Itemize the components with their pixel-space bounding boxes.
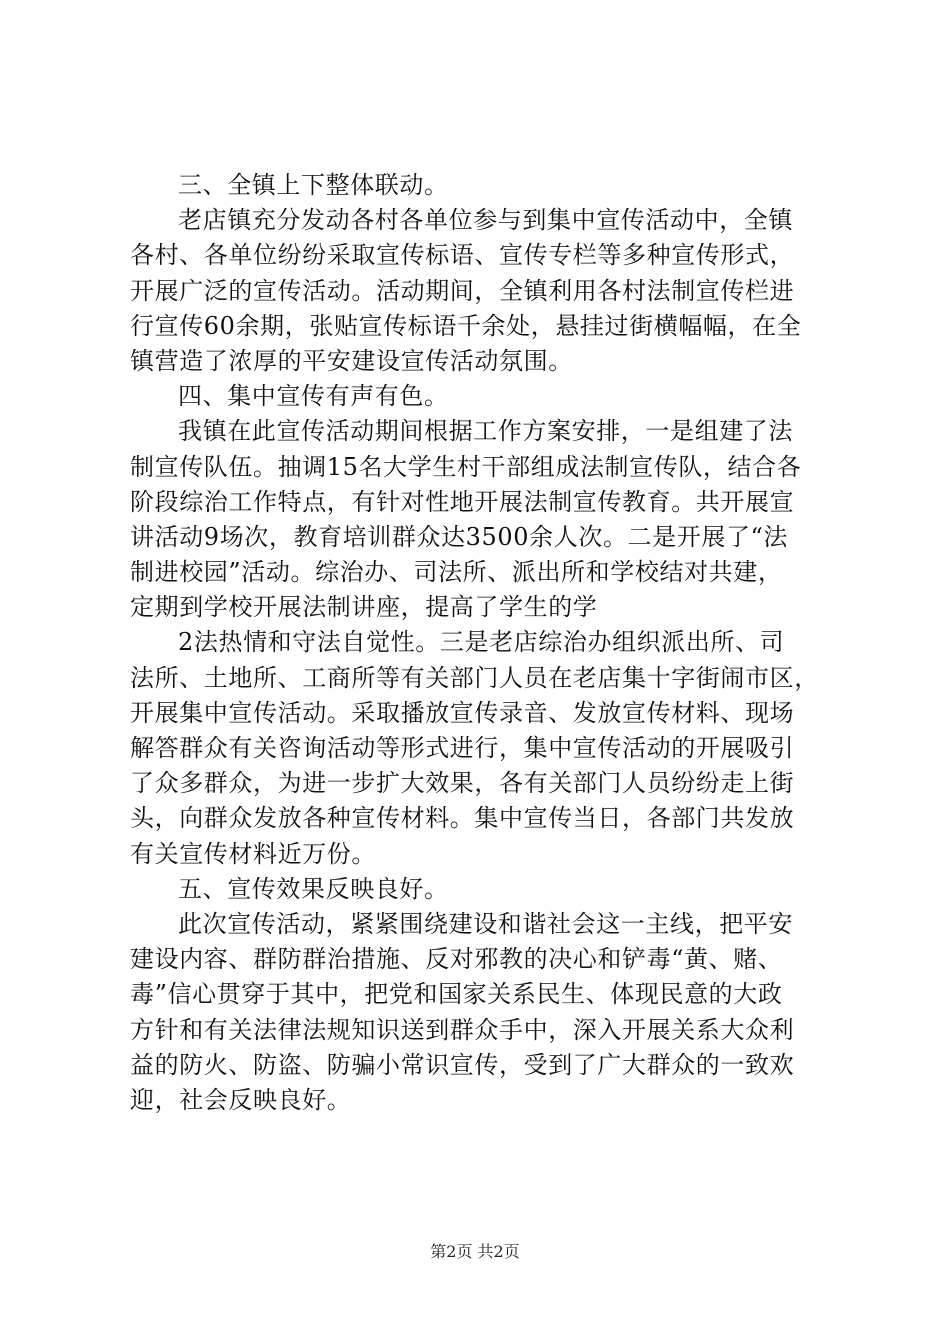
paragraph-line: 头，向群众发放各种宣传材料。集中宣传当日，各部门共发放 bbox=[130, 804, 795, 833]
paragraph-line: 开展集中宣传活动。采取播放宣传录音、发放宣传材料、现场 bbox=[130, 698, 795, 727]
paragraph-line: 迎，社会反映良好。 bbox=[130, 1085, 352, 1114]
paragraph-line: 老店镇充分发动各村各单位参与到集中宣传活动中，全镇 bbox=[178, 206, 793, 235]
paragraph-line: 定期到学校开展法制讲座，提高了学生的学 bbox=[130, 593, 598, 622]
paragraph-line: 制宣传队伍。抽调15名大学生村干部组成法制宣传队，结合各 bbox=[130, 452, 802, 481]
document-body bbox=[130, 168, 850, 1118]
paragraph-line: 了众多群众，为进一步扩大效果，各有关部门人员纷纷走上街 bbox=[130, 769, 795, 798]
section-heading-3: 三、全镇上下整体联动。 bbox=[178, 171, 449, 199]
paragraph-line: 我镇在此宣传活动期间根据工作方案安排，一是组建了法 bbox=[178, 417, 793, 446]
section-heading-4: 四、集中宣传有声有色。 bbox=[178, 382, 449, 411]
paragraph-line: 讲活动9场次，教育培训群众达3500余人次。二是开展了“法 bbox=[130, 522, 789, 551]
paragraph-line: 制进校园”活动。综治办、司法所、派出所和学校结对共建， bbox=[130, 558, 783, 587]
paragraph-line: 建设内容、群防群治措施、反对邪教的决心和铲毒“黄、赌、 bbox=[130, 945, 783, 974]
paragraph-line: 法所、土地所、工商所等有关部门人员在老店集十字街闹市区， bbox=[130, 663, 819, 692]
paragraph-line: 方针和有关法律法规知识送到群众手中，深入开展关系大众利 bbox=[130, 1015, 795, 1044]
paragraph-line: 行宣传60余期，张贴宣传标语千余处，悬挂过街横幅幅，在全 bbox=[130, 311, 802, 340]
page-footer: 第2页 共2页 bbox=[430, 1242, 520, 1261]
paragraph-line: 有关宣传材料近万份。 bbox=[130, 839, 376, 868]
paragraph-line: 各村、各单位纷纷采取宣传标语、宣传专栏等多种宣传形式， bbox=[130, 241, 795, 270]
paragraph-line: 毒”信心贯穿于其中，把党和国家关系民生、体现民意的大政 bbox=[130, 980, 783, 1009]
paragraph-line: 解答群众有关咨询活动等形式进行，集中宣传活动的开展吸引 bbox=[130, 734, 795, 762]
paragraph-line: 开展广泛的宣传活动。活动期间，全镇利用各村法制宣传栏进 bbox=[130, 276, 795, 305]
paragraph-line: 阶段综治工作特点，有针对性地开展法制宣传教育。共开展宣 bbox=[130, 487, 795, 516]
paragraph-line: 此次宣传活动，紧紧围绕建设和谐社会这一主线，把平安 bbox=[178, 909, 793, 938]
paragraph-line: 益的防火、防盗、防骗小常识宣传，受到了广大群众的一致欢 bbox=[130, 1050, 795, 1079]
paragraph-line: 镇营造了浓厚的平安建设宣传活动氛围。 bbox=[130, 346, 573, 375]
section-heading-5: 五、宣传效果反映良好。 bbox=[178, 874, 449, 903]
paragraph-line: 2法热情和守法自觉性。三是老店综治办组织派出所、司 bbox=[178, 628, 785, 657]
